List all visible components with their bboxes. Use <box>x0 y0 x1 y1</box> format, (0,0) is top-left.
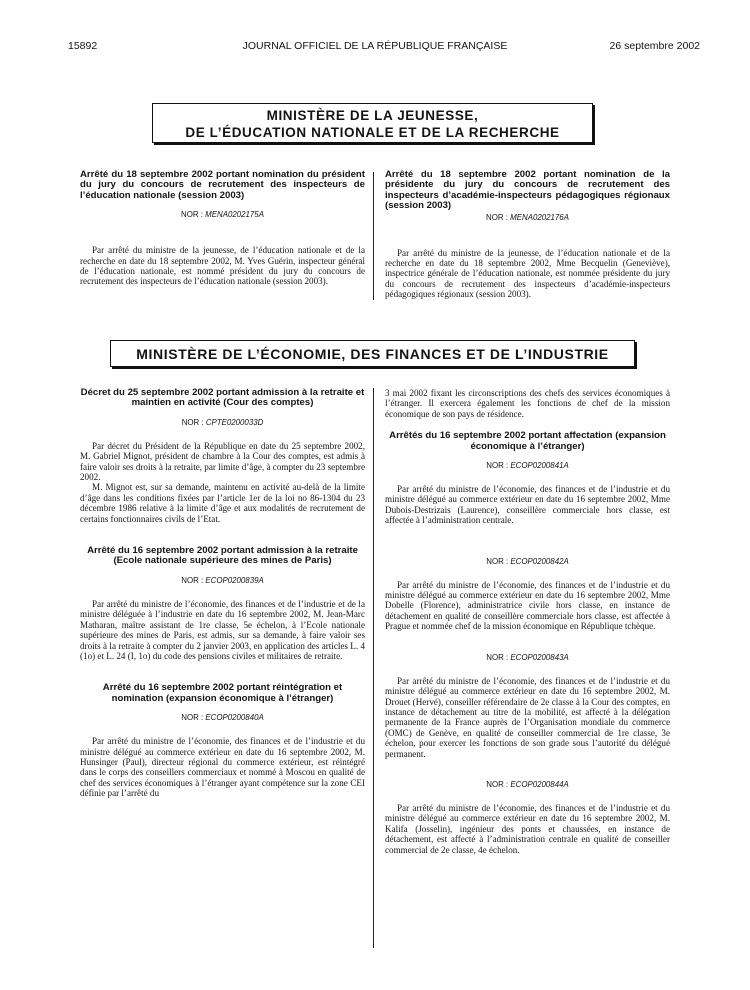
nor-reference: NOR : MENA0202175A <box>181 210 264 220</box>
decree-title: Arrêté du 16 septembre 2002 portant réintégration et nomination (expansion économique à l’étranger) <box>102 682 343 704</box>
continued-paragraph: 3 mai 2002 fixant les circonscriptions des chefs des services économiques à l’étranger. Il exercera également les fonctions de chef de la mission économique de son pays de résidence. <box>385 388 670 419</box>
issue-date: 26 septembre 2002 <box>609 40 700 52</box>
ministry-heading-education <box>152 103 593 143</box>
ministry-heading-economy: MINISTÈRE DE L’ÉCONOMIE, DES FINANCES ET DE L’INDUSTRIE <box>110 340 635 367</box>
nor-code: CPTE0200033D <box>205 417 264 427</box>
nor-code: ECOP0200843A <box>510 652 569 662</box>
nor-reference: NOR : ECOP0200842A <box>486 556 569 566</box>
ministry-line-1: MINISTÈRE DE LA JEUNESSE, <box>266 108 479 123</box>
decree-paragraph: Par décret du Président de la République en date du 25 septembre 2002, M. Gabriel Mignot, président de chambre à la Cour des comptes, est admis à faire valoir ses droits à la retraite, par limite d’âge, à compter du 23 septembre 2002. <box>80 440 365 483</box>
decree-paragraph: M. Mignot est, sur sa demande, maintenu en activité au-delà de la limite d’âge dans les conditions fixées par l’article 1er de la loi no 86-1304 du 23 décembre 1986 relative à la limite d’âge et aux modalités de recrutement de certains fonctionnaires civils de l’Etat. <box>80 482 365 524</box>
nor-reference: NOR : CPTE0200033D <box>181 417 264 427</box>
decree-body: Par arrêté du ministre de l’économie, des finances et de l’industrie et du ministre délégué au commerce extérieur en date du 16 septembre 2002, Mme Dobelle (Florence), administratrice civile hors classe, en instance de détachement en qualité de conseillère commerciale hors classe, est affectée à Prague et nommée chef de la mission économique en République tchèque. <box>385 579 670 632</box>
nor-code: ECOP0200840A <box>205 713 264 723</box>
page-number: 15892 <box>68 40 98 52</box>
decree-body: Par arrêté du ministre de l’économie, des finances et de l’industrie et du ministre délégué au commerce extérieur en date du 16 septembre 2002, M. Hunsinger (Paul), directeur régional du commerce extérieur, est réintégré dans le corps des conseillers commerciaux et nommé à Moscou en qualité de chef des services économiques à l’étranger ayant compétence sur la zone CEI définie par l’arrêté du <box>80 736 365 799</box>
decree-body: Par arrêté du ministre de l’économie, des finances et de l’industrie et du ministre délégué au commerce extérieur en date du 16 septembre 2002, Mme Dubois-Destrizais (Laurence), conseillère commerciale hors classe, est affectée à l’administration centrale. <box>385 484 670 526</box>
nor-code: ECOP0200839A <box>205 575 264 585</box>
economy-left-column <box>80 388 365 799</box>
economy-right-column <box>385 388 670 855</box>
decree-body: Par arrêté du ministre de la jeunesse, de l’éducation nationale et de la recherche en date du 18 septembre 2002, Mme Becquelin (Geneviève), inspectrice générale de l’éducation nationale, est nommée présidente du jury du concours de recrutement des inspecteurs d’académie-inspecteurs pédagogiques régionaux (session 2003). <box>385 247 670 300</box>
column-divider <box>373 172 374 300</box>
nor-code: MENA0202175A <box>205 210 264 220</box>
decree-title: Arrêté du 18 septembre 2002 portant nomination du président du jury du concours de recrutement des inspecteurs de l’éducation nationale (session 2003) <box>80 169 365 201</box>
nor-code: ECOP0200842A <box>510 556 569 566</box>
decree-president-jury-ien <box>80 170 365 287</box>
nor-reference: NOR : MENA0202176A <box>486 212 569 222</box>
decree-body: Par arrêté du ministre de la jeunesse, de l’éducation nationale et de la recherche en date du 18 septembre 2002, M. Yves Guérin, inspecteur général de l’éducation nationale, est nommé président du jury du concours de recrutement des inspecteurs de l’éducation nationale (session 2003). <box>80 245 365 287</box>
journal-title: JOURNAL OFFICIEL DE LA RÉPUBLIQUE FRANÇAISE <box>242 40 508 52</box>
decree-body: Par arrêté du ministre de l’économie, des finances et de l’industrie et de la ministre déléguée à l’industrie en date du 16 septembre 2002, M. Jean-Marc Matharan, maître assistant de 1re classe, 5e échelon, à l’Ecole nationale supérieure des mines de Paris, est admis, sur sa demande, à faire valoir ses droits à la retraite à compter du 2 janvier 2003, en application des articles L. 4 (1o) et L. 24 (I, 1o) du code des pensions civiles et militaires de retraite. <box>80 598 365 661</box>
decree-title: Décret du 25 septembre 2002 portant admission à la retraite et maintien en activité (Cour des comptes) <box>80 387 365 409</box>
nor-reference: NOR : ECOP0200839A <box>181 575 264 585</box>
decree-body: Par arrêté du ministre de l’économie, des finances et de l’industrie et du ministre délégué au commerce extérieur en date du 16 septembre 2002, M. Drouet (Hervé), conseiller référendaire de 2e classe à la Cour des comptes, en instance de détachement au titre de la mobilité, est affecté à la délégation permanente de la France auprès de l’Organisation mondiale du commerce (OMC) de Genève, en qualité de conseiller commercial de 1re classe, 3e échelon, pour exercer les fonctions de son grade sous l’autorité du délégué permanent. <box>385 675 670 759</box>
decree-title: Arrêtés du 16 septembre 2002 portant affectation (expansion économique à l’étranger) <box>389 430 666 452</box>
nor-reference: NOR : ECOP0200841A <box>486 461 569 471</box>
nor-code: MENA0202176A <box>510 212 569 222</box>
nor-reference: NOR : ECOP0200840A <box>181 713 264 723</box>
column-divider <box>373 388 374 948</box>
nor-code: ECOP0200841A <box>510 461 569 471</box>
ministry-line-2: DE L’ÉDUCATION NATIONALE ET DE LA RECHERCHE <box>185 125 560 140</box>
decree-title: Arrêté du 18 septembre 2002 portant nomination de la présidente du jury du concours de recrutement des inspecteurs d’académie-inspecteurs pédagogiques régionaux (session 2003) <box>385 169 670 212</box>
nor-reference: NOR : ECOP0200844A <box>486 779 569 789</box>
nor-reference: NOR : ECOP0200843A <box>486 652 569 662</box>
decree-president-jury-ia-ipr <box>385 170 670 300</box>
decree-body: Par arrêté du ministre de l’économie, des finances et de l’industrie et du ministre délégué au commerce extérieur en date du 16 septembre 2002, M. Kalifa (Josselin), ingénieur des ponts et chaussées, en instance de détachement, est affecté à l’administration centrale en qualité de conseiller commercial de 2e classe, 4e échelon. <box>385 802 670 855</box>
nor-code: ECOP0200844A <box>510 779 569 789</box>
decree-title: Arrêté du 16 septembre 2002 portant admission à la retraite (Ecole nationale supérieure des mines de Paris) <box>87 545 358 567</box>
